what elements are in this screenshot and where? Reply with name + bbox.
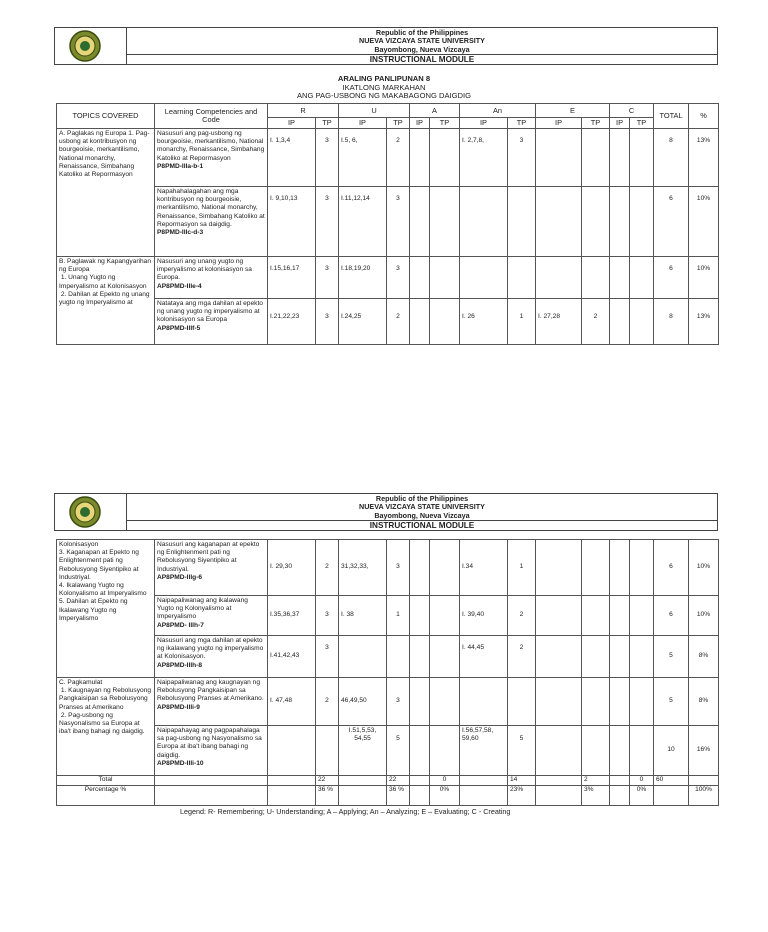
republic-label: Republic of the Philippines xyxy=(375,28,469,37)
header-text xyxy=(127,494,717,522)
competency: Napahahalagahan ang mga kontribusyon ng bourgeoisie, merkantilismo, National monarchy, Renaissance, Simbahang Katoliko at Repormasyon sa daigdig. P8PMD-IIIc-d-3 xyxy=(155,187,268,257)
cell xyxy=(339,636,387,678)
tos-table-page2 xyxy=(56,539,719,806)
cell xyxy=(610,540,630,596)
cell xyxy=(582,129,610,187)
col-an: An xyxy=(460,104,536,118)
cell: I.24,25 xyxy=(339,299,387,345)
cell xyxy=(155,786,268,806)
subject-title: ARALING PANLIPUNAN 8 xyxy=(337,74,431,83)
cell: I.34 xyxy=(460,540,508,596)
col-u: U xyxy=(339,104,410,118)
competency: Naipapaliwanag ang ikalawang Yugto ng Kolonyalismo at Imperyalismo AP8PMD- IIIh-7 xyxy=(155,596,268,636)
topic-a: A. Paglakas ng Europa 1. Pag-usbong at kontribusyon ng bourgeoisie, merkantilismo, National monarchy, Renaissance, Simbahang Katoliko at Repormasyon xyxy=(57,129,155,257)
competency: Nasusuri ang pag-usbong ng bourgeoisie, merkantilismo, National monarchy, Renaissance, Simbahang Katoliko at Repormasyon P8PMD-IIIa-b-1 xyxy=(155,129,268,187)
cell: 3 xyxy=(316,596,339,636)
competency: Natataya ang mga dahilan at epekto ng unang yugto ng imperyalismo at kolonisasyon sa Europa AP8PMD-IIIf-5 xyxy=(155,299,268,345)
cell: I. 2,7,8, xyxy=(460,129,508,187)
cell: 3 xyxy=(316,636,339,678)
cell xyxy=(508,678,536,726)
cell: 8 xyxy=(654,299,689,345)
cell xyxy=(536,129,582,187)
cell xyxy=(610,726,630,776)
cell: 31,32,33, xyxy=(339,540,387,596)
table-row xyxy=(57,257,719,299)
cell: 13% xyxy=(689,299,719,345)
cell: I. 38 xyxy=(339,596,387,636)
percent-e: 3% xyxy=(582,786,610,806)
cell: I. 26 xyxy=(460,299,508,345)
module-label: INSTRUCTIONAL MODULE xyxy=(127,520,717,531)
total-label: Total xyxy=(57,776,155,786)
cell xyxy=(582,187,610,257)
header-text xyxy=(127,28,717,56)
col-ip: IP xyxy=(339,118,387,129)
cell: 3 xyxy=(316,257,339,299)
table-row xyxy=(57,299,719,345)
cell xyxy=(610,636,630,678)
cell xyxy=(610,129,630,187)
cell xyxy=(430,726,460,776)
cell xyxy=(460,257,508,299)
cell: 6 xyxy=(654,187,689,257)
cell: 10% xyxy=(689,540,719,596)
tos-table-page1 xyxy=(56,103,719,345)
cell xyxy=(155,776,268,786)
cell xyxy=(430,299,460,345)
cell xyxy=(387,636,410,678)
cell xyxy=(410,678,430,726)
cell: 2 xyxy=(316,540,339,596)
cell: 3 xyxy=(387,540,410,596)
col-a: A xyxy=(410,104,460,118)
col-total: TOTAL xyxy=(654,104,689,129)
cell xyxy=(610,596,630,636)
cell xyxy=(536,776,582,786)
cell xyxy=(536,187,582,257)
competency: Naipapahayag ang pagpapahalaga sa pag-usbong ng Nasyonalismo sa Europa at iba't ibang bahagi ng daigdig. AP8PMD-IIIi-10 xyxy=(155,726,268,776)
total-e: 2 xyxy=(582,776,610,786)
cell xyxy=(430,596,460,636)
cell xyxy=(410,187,430,257)
cell xyxy=(430,129,460,187)
cell xyxy=(268,786,316,806)
university-seal-icon xyxy=(65,29,105,63)
col-tp: TP xyxy=(508,118,536,129)
cell: 1 xyxy=(508,540,536,596)
cell xyxy=(689,776,719,786)
col-ip: IP xyxy=(410,118,430,129)
university-name: NUEVA VIZCAYA STATE UNIVERSITY xyxy=(359,502,485,512)
cell: 10 xyxy=(654,726,689,776)
col-tp: TP xyxy=(630,118,654,129)
cell xyxy=(610,786,630,806)
university-name: NUEVA VIZCAYA STATE UNIVERSITY xyxy=(359,36,485,46)
cell xyxy=(460,776,508,786)
cell xyxy=(536,257,582,299)
topic-b: B. Paglawak ng Kapangyarihan ng Europa 1. Unang Yugto ng Imperyalismo at Kolonisasyon 2. Dahilan at Epekto ng unang yugto ng Imperyalismo at xyxy=(57,257,155,345)
percent-c: 0% xyxy=(630,786,654,806)
col-ip: IP xyxy=(536,118,582,129)
cell xyxy=(339,776,387,786)
table-row xyxy=(57,678,719,726)
cell: 13% xyxy=(689,129,719,187)
cell xyxy=(536,726,582,776)
col-ip: IP xyxy=(460,118,508,129)
total-u: 22 xyxy=(387,776,410,786)
cell xyxy=(536,678,582,726)
table-row xyxy=(57,726,719,776)
cell xyxy=(268,776,316,786)
cell xyxy=(410,257,430,299)
percent-a: 0% xyxy=(430,786,460,806)
cell: 16% xyxy=(689,726,719,776)
legend: Legend: R- Remembering; U- Understanding; A – Applying; An – Analyzing; E – Evaluating; C - Creating xyxy=(180,807,511,816)
cell xyxy=(410,776,430,786)
cell xyxy=(508,187,536,257)
cell xyxy=(536,786,582,806)
total-r: 22 xyxy=(316,776,339,786)
cell: 3 xyxy=(387,187,410,257)
cell xyxy=(316,726,339,776)
total-an: 14 xyxy=(508,776,536,786)
total-c: 0 xyxy=(630,776,654,786)
cell: 3 xyxy=(387,678,410,726)
percentage-row xyxy=(57,786,719,806)
cell xyxy=(610,678,630,726)
cell xyxy=(630,129,654,187)
total-a: 0 xyxy=(430,776,460,786)
cell: I.41,42,43 xyxy=(268,636,316,678)
cell: 6 xyxy=(654,540,689,596)
cell xyxy=(582,726,610,776)
cell xyxy=(410,540,430,596)
percentage-label: Percentage % xyxy=(57,786,155,806)
cell: 3 xyxy=(316,187,339,257)
cell xyxy=(410,726,430,776)
cell xyxy=(460,786,508,806)
cell: 2 xyxy=(316,678,339,726)
cell xyxy=(430,257,460,299)
cell: 46,49,50 xyxy=(339,678,387,726)
cell: 3 xyxy=(387,257,410,299)
cell: I.51,5,53, 54,55 xyxy=(339,726,387,776)
col-ip: IP xyxy=(268,118,316,129)
table-row xyxy=(57,540,719,596)
cell: 5 xyxy=(654,636,689,678)
document-title xyxy=(0,75,768,101)
cell xyxy=(630,299,654,345)
cell: I.35,36,37 xyxy=(268,596,316,636)
cell: 3 xyxy=(316,299,339,345)
cell xyxy=(630,636,654,678)
cell xyxy=(630,257,654,299)
theme-title: ANG PAG-USBONG NG MAKABAGONG DAIGDIG xyxy=(296,91,472,100)
cell: I.56,57,58, 59,60 xyxy=(460,726,508,776)
cell: 10% xyxy=(689,257,719,299)
col-e: E xyxy=(536,104,610,118)
cell xyxy=(630,187,654,257)
cell: 6 xyxy=(654,596,689,636)
university-seal-icon xyxy=(65,495,105,529)
cell: I. 47,48 xyxy=(268,678,316,726)
cell xyxy=(410,299,430,345)
quarter-title: IKATLONG MARKAHAN xyxy=(342,82,426,92)
cell: 10% xyxy=(689,596,719,636)
cell: 8 xyxy=(654,129,689,187)
cell xyxy=(582,678,610,726)
cell xyxy=(582,540,610,596)
cell: 2 xyxy=(387,129,410,187)
col-tp: TP xyxy=(387,118,410,129)
cell: I.11,12,14 xyxy=(339,187,387,257)
competency: Nasusuri ang unang yugto ng imperyalismo at kolonisasyon sa Europa. AP8PMD-IIIe-4 xyxy=(155,257,268,299)
table-row xyxy=(57,129,719,187)
cell: I.21,22,23 xyxy=(268,299,316,345)
cell: 3 xyxy=(316,129,339,187)
percent-u: 36 % xyxy=(387,786,410,806)
topic-c: C. Pagkamulat 1. Kaugnayan ng Rebolusyong Pangkaisipan sa Rebolusyong Pranses at Amerikano 2. Pag-usbong ng Nasyonalismo sa Europa at iba't ibang bahagi ng daigdig. xyxy=(57,678,155,776)
cell: I.18,19,20 xyxy=(339,257,387,299)
cell xyxy=(630,596,654,636)
cell xyxy=(430,636,460,678)
cell xyxy=(508,257,536,299)
cell: 6 xyxy=(654,257,689,299)
topic-b-cont: Kolonisasyon 3. Kaganapan at Epekto ng Enlightenment pati ng Rebolusyong Siyentipiko at Industriyal. 4. Ikalawang Yugto ng Kolonyalismo at Imperyalismo 5. Dahilan at Epekto ng Ikalawang Yugto ng Imperyalismo xyxy=(57,540,155,678)
module-label: INSTRUCTIONAL MODULE xyxy=(127,54,717,65)
university-logo xyxy=(55,28,127,64)
col-tp: TP xyxy=(430,118,460,129)
cell xyxy=(410,786,430,806)
cell xyxy=(536,596,582,636)
cell xyxy=(339,786,387,806)
col-c: C xyxy=(610,104,654,118)
cell xyxy=(582,596,610,636)
university-location: Bayombong, Nueva Vizcaya xyxy=(374,44,470,54)
percent-total: 100% xyxy=(689,786,719,806)
competency: Nasusuri ang kaganapan at epekto ng Enlightenment pati ng Rebolusyong Siyentipiko at Industriyal. AP8PMD-IIIg-6 xyxy=(155,540,268,596)
cell: I.5, 6, xyxy=(339,129,387,187)
cell: 2 xyxy=(387,299,410,345)
col-percent: % xyxy=(689,104,719,129)
cell xyxy=(460,678,508,726)
cell xyxy=(610,257,630,299)
cell: 2 xyxy=(508,596,536,636)
cell xyxy=(654,786,689,806)
cell: 5 xyxy=(387,726,410,776)
table-row xyxy=(57,636,719,678)
col-r: R xyxy=(268,104,339,118)
cell xyxy=(610,299,630,345)
university-logo xyxy=(55,494,127,530)
competency: Naipapaliwanag ang kaugnayan ng Rebolusyong Pangkaisipan sa Rebolusyong Pranses at Amerikano. AP8PMD-IIIi-9 xyxy=(155,678,268,726)
cell: I. 9,10,13 xyxy=(268,187,316,257)
table-row xyxy=(57,596,719,636)
col-ip: IP xyxy=(610,118,630,129)
cell: I. 1,3,4 xyxy=(268,129,316,187)
col-tp: TP xyxy=(316,118,339,129)
cell xyxy=(630,540,654,596)
cell xyxy=(410,129,430,187)
table-row xyxy=(57,187,719,257)
cell xyxy=(582,257,610,299)
cell: 1 xyxy=(387,596,410,636)
republic-label: Republic of the Philippines xyxy=(375,494,469,503)
header-1 xyxy=(54,27,718,65)
cell: I. 44,45 xyxy=(460,636,508,678)
university-location: Bayombong, Nueva Vizcaya xyxy=(374,510,470,520)
cell: 8% xyxy=(689,636,719,678)
total-total: 60 xyxy=(654,776,689,786)
cell xyxy=(410,636,430,678)
cell xyxy=(536,636,582,678)
cell xyxy=(610,776,630,786)
cell xyxy=(430,187,460,257)
col-competencies: Learning Competencies and Code xyxy=(155,104,268,129)
competency: Nasusuri ang mga dahilan at epekto ng ikalawang yugto ng imperyalismo at Kolonisasyon. AP8PMD-IIIh-8 xyxy=(155,636,268,678)
cell: 5 xyxy=(508,726,536,776)
col-topics: TOPICS COVERED xyxy=(57,104,155,129)
cell xyxy=(610,187,630,257)
cell xyxy=(430,540,460,596)
col-tp: TP xyxy=(582,118,610,129)
cell xyxy=(536,540,582,596)
cell: I.15,16,17 xyxy=(268,257,316,299)
cell: 2 xyxy=(508,636,536,678)
cell xyxy=(630,678,654,726)
header-2 xyxy=(54,493,718,531)
cell: I. 29,30 xyxy=(268,540,316,596)
cell: 10% xyxy=(689,187,719,257)
cell: 3 xyxy=(508,129,536,187)
cell xyxy=(582,636,610,678)
total-row xyxy=(57,776,719,786)
cell: 1 xyxy=(508,299,536,345)
cell: I. 39,40 xyxy=(460,596,508,636)
cell: 8% xyxy=(689,678,719,726)
cell xyxy=(460,187,508,257)
cell xyxy=(630,726,654,776)
cell: I. 27,28 xyxy=(536,299,582,345)
percent-an: 23% xyxy=(508,786,536,806)
cell: 2 xyxy=(582,299,610,345)
cell xyxy=(430,678,460,726)
cell xyxy=(410,596,430,636)
cell xyxy=(268,726,316,776)
percent-r: 36 % xyxy=(316,786,339,806)
cell: 5 xyxy=(654,678,689,726)
